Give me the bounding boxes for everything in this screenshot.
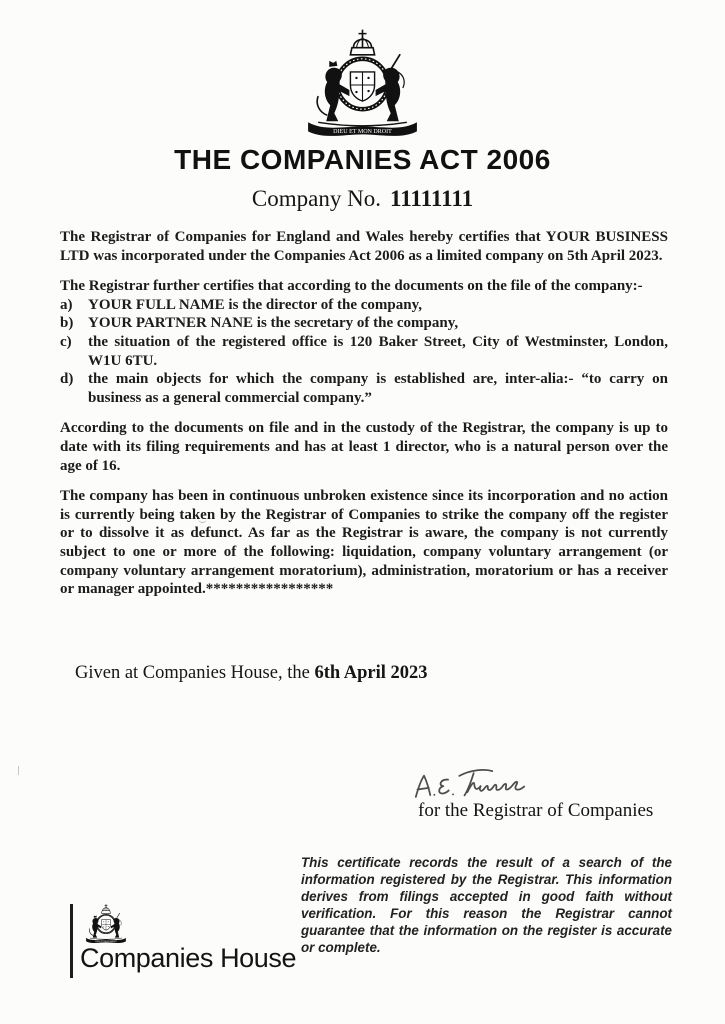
royal-coat-of-arms-icon bbox=[296, 26, 429, 142]
list-item-text: YOUR FULL NAME is the director of the company, bbox=[88, 296, 423, 313]
list-marker: a) bbox=[60, 296, 73, 313]
list-item-text: the main objects for which the company is established are, inter-alia:- “to carry on business as a general commercial company.” bbox=[88, 371, 668, 406]
footer-crest-svg bbox=[80, 903, 132, 945]
list-item bbox=[60, 370, 668, 407]
list-item-text: YOUR PARTNER NANE is the secretary of the company, bbox=[88, 315, 459, 332]
companies-house-crest-icon bbox=[80, 903, 132, 945]
certificate-body bbox=[60, 228, 668, 611]
logo-vertical-bar bbox=[70, 904, 73, 978]
list-item bbox=[60, 314, 668, 333]
list-marker: d) bbox=[60, 371, 74, 388]
given-at-date: 6th April 2023 bbox=[314, 663, 428, 683]
given-at-line bbox=[75, 663, 428, 684]
company-number-label: Company No. bbox=[251, 186, 381, 211]
companies-house-logo bbox=[70, 903, 330, 979]
list-item bbox=[60, 333, 668, 370]
list-marker: c) bbox=[60, 333, 72, 350]
scan-artifact-dash bbox=[18, 766, 19, 775]
for-registrar-line: for the Registrar of Companies bbox=[418, 800, 654, 821]
certified-items-list bbox=[60, 296, 668, 408]
disclaimer-paragraph: This certificate records the result of a search of the information registered by the Registrar. This information derives from filings accepted in good faith without verification. For this reason the Registrar cannot guarantee that the information on the register is accurate or complete. bbox=[301, 855, 672, 955]
list-marker: b) bbox=[60, 315, 74, 332]
royal-arms-svg bbox=[296, 26, 429, 142]
list-item-text: the situation of the registered office is 120 Baker Street, City of Westminster, London, W1U 6TU. bbox=[88, 333, 668, 369]
given-at-prefix: Given at Companies House, the bbox=[75, 663, 315, 683]
paragraph-continuous-existence: The company has been in continuous unbroken existence since its incorporation and no action is currently being taken by the Registrar of Companies to strike the company off the register or to dissolve it as defunct. As far as the Registrar is aware, the company is not currently subject to one or more of the following: liquidation, company voluntary arrangement (or company voluntary arrangement moratorium), administration, moratorium or has a receiver or manager appointed.***************** bbox=[60, 488, 668, 598]
companies-house-logo-text: Companies House bbox=[80, 943, 297, 973]
registrar-signature bbox=[410, 764, 555, 802]
paragraph-filing-requirements: According to the documents on file and in the custody of the Registrar, the company is up to date with its filing requirements and has at least 1 director, who is a natural person over the age of 16. bbox=[60, 420, 668, 474]
company-number-value: 11111111 bbox=[389, 186, 474, 211]
paragraph-incorporation: The Registrar of Companies for England and Wales hereby certifies that YOUR BUSINESS LTD was incorporated under the Companies Act 2006 as a limited company on 5th April 2023. bbox=[60, 229, 668, 264]
company-number-line bbox=[0, 186, 725, 212]
list-item bbox=[60, 296, 668, 315]
act-title: THE COMPANIES ACT 2006 bbox=[174, 144, 551, 175]
signature-svg bbox=[410, 764, 555, 802]
paragraph-certifies-intro: The Registrar further certifies that according to the documents on the file of the company:- bbox=[60, 278, 643, 295]
